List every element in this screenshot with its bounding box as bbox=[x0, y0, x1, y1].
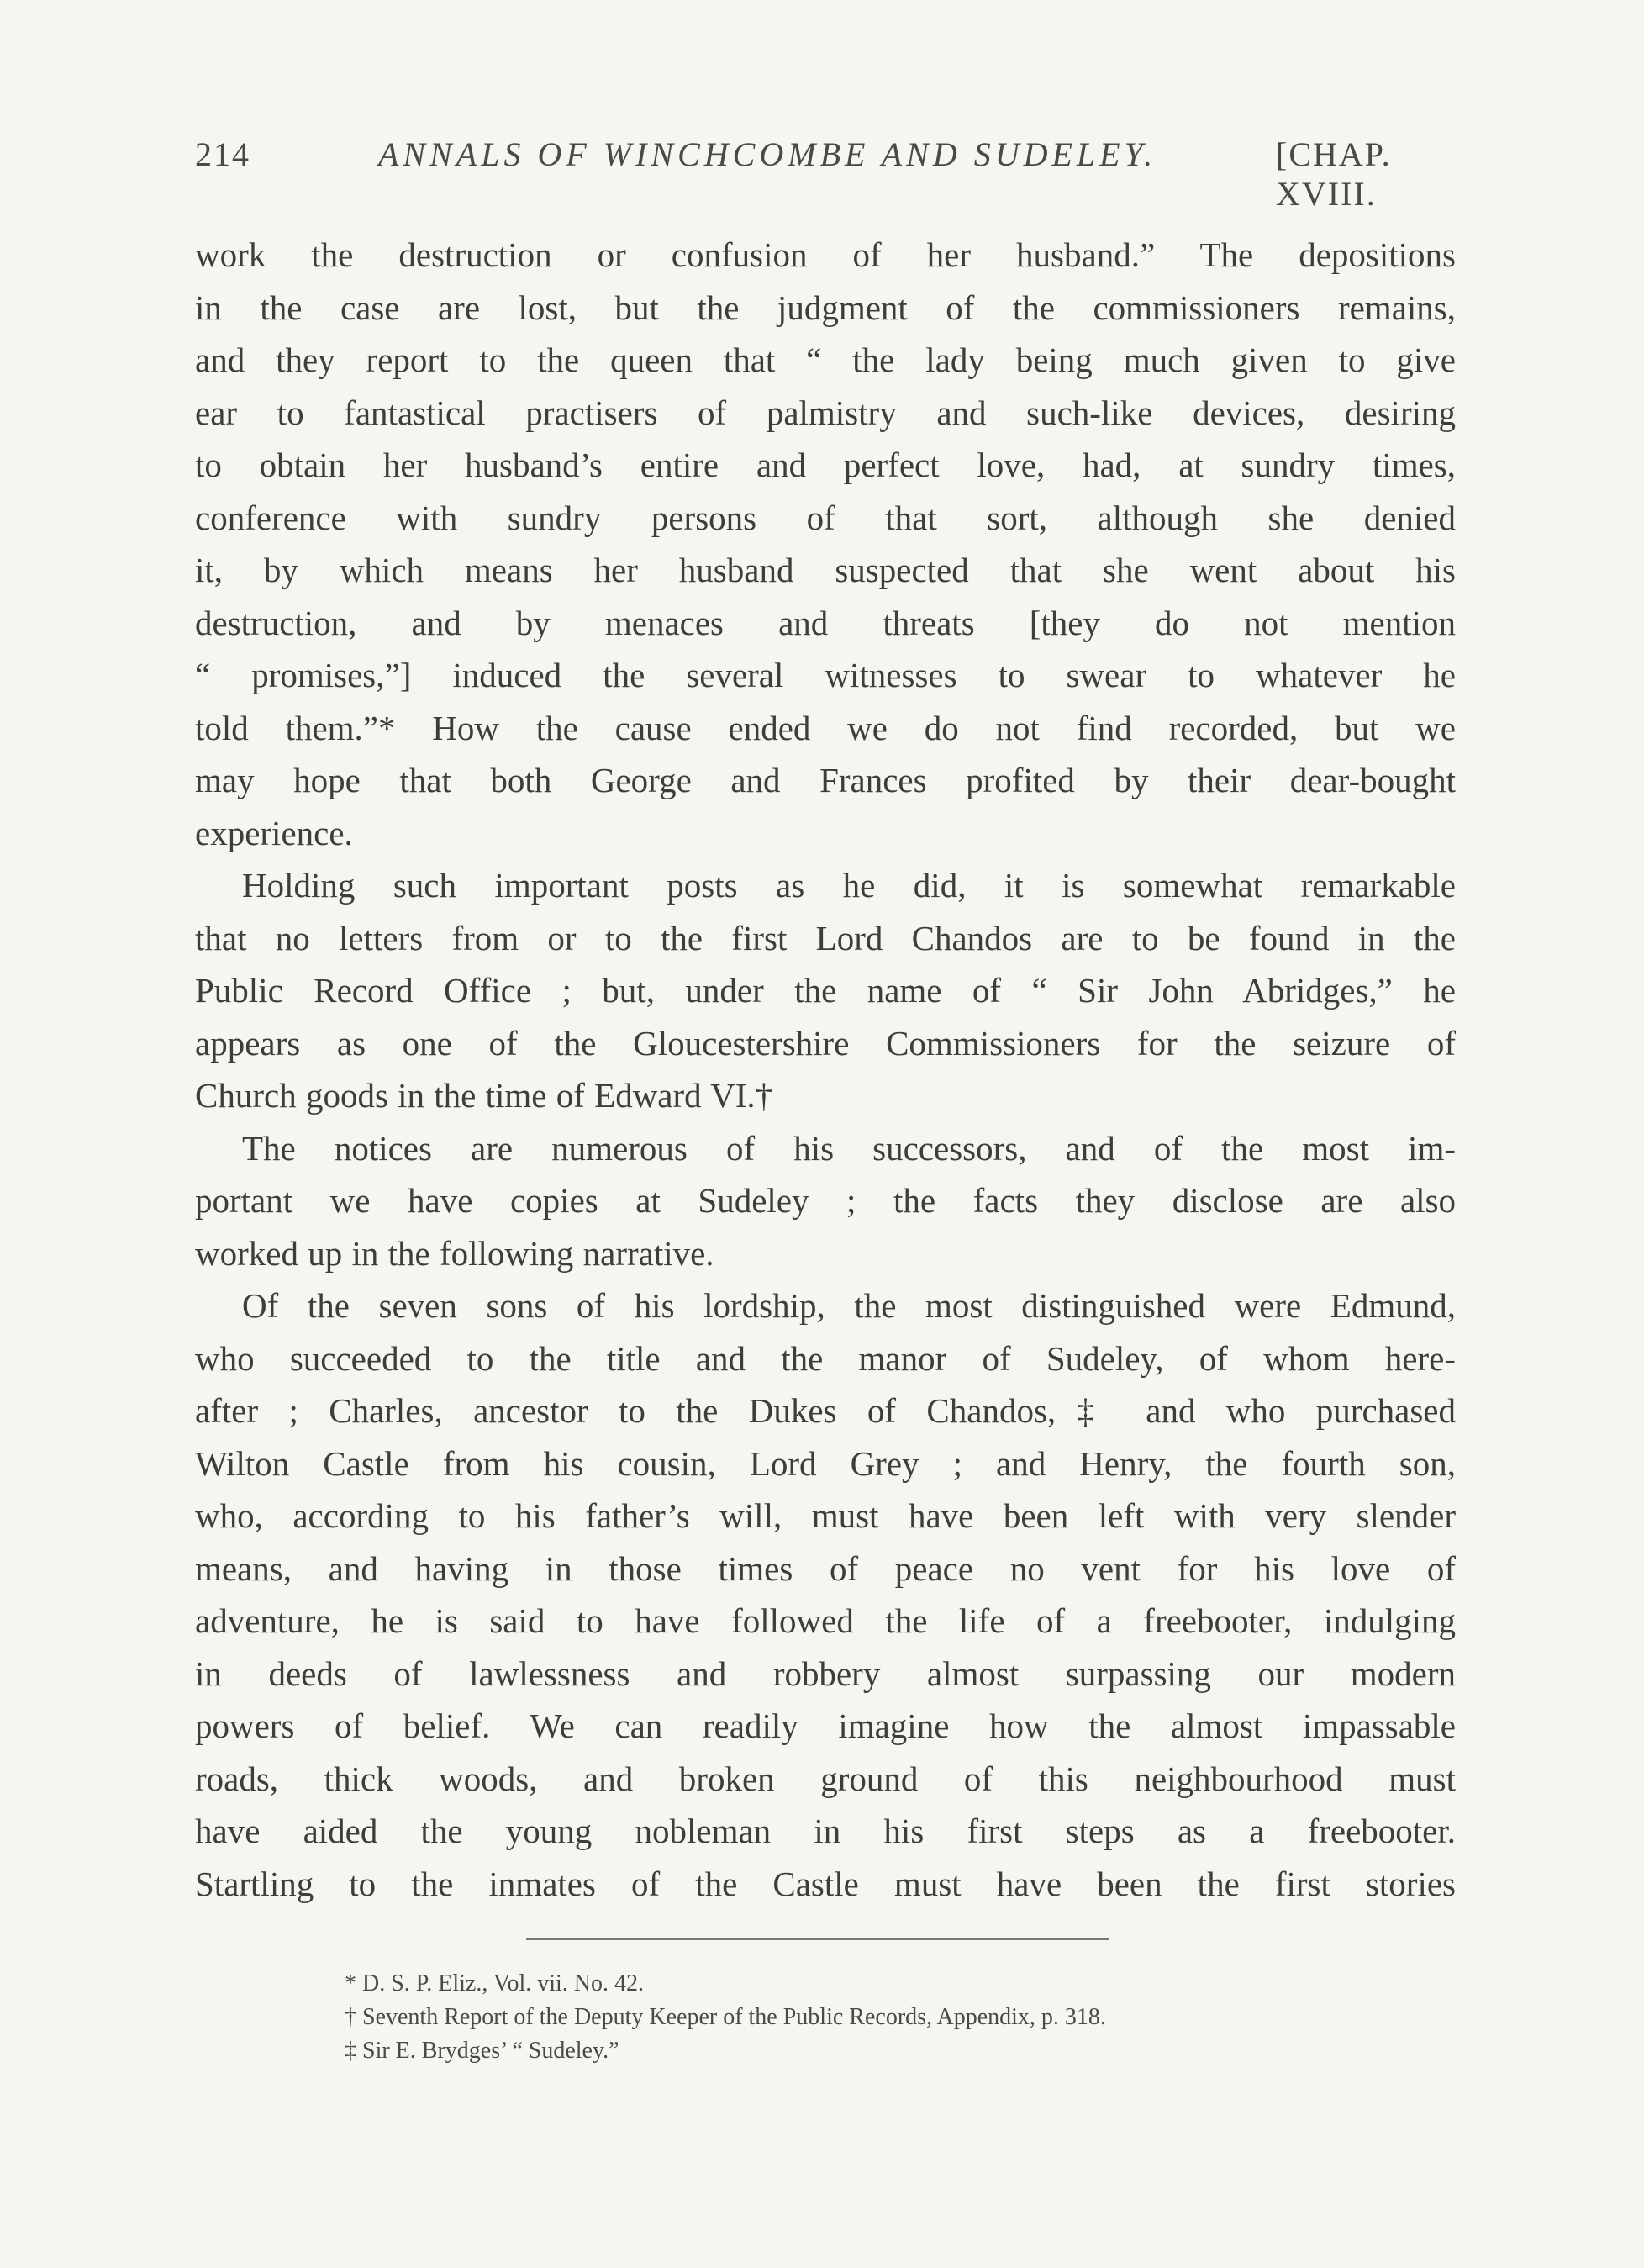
text-line: experience. bbox=[195, 813, 353, 852]
paragraph-first-line: Of the seven sons of his lordship, the most distinguished were Edmund, bbox=[242, 1286, 1456, 1325]
text-line: powers of belief. We can readily imagine how the almost impassable bbox=[195, 1706, 1456, 1745]
text-line: to obtain her husband’s entire and perfect love, had, at sundry times, bbox=[195, 446, 1456, 484]
footnote: † Seventh Report of the Deputy Keeper of the Public Records, Appendix, p. 318. bbox=[345, 2004, 1106, 2030]
text-line: have aided the young nobleman in his first steps as a freebooter. bbox=[195, 1812, 1456, 1850]
text-line: and they report to the queen that “ the lady being much given to give bbox=[195, 340, 1456, 379]
text-line: in deeds of lawlessness and robbery almost surpassing our modern bbox=[195, 1654, 1456, 1693]
text-line: told them.”* How the cause ended we do not find recorded, but we bbox=[195, 708, 1456, 747]
text-line: who succeeded to the title and the manor of Sudeley, of whom here- bbox=[195, 1338, 1456, 1378]
text-line: roads, thick woods, and broken ground of this neighbourhood must bbox=[195, 1759, 1456, 1798]
text-line: worked up in the following narrative. bbox=[195, 1233, 714, 1273]
text-line: work the destruction or confusion of her husband.” The depositions bbox=[195, 235, 1456, 274]
footnote: ‡ Sir E. Brydges’ “ Sudeley.” bbox=[345, 2038, 619, 2064]
text-line: after ; Charles, ancestor to the Dukes of Chandos,‡ and who purchased bbox=[195, 1391, 1456, 1430]
running-header bbox=[195, 134, 1456, 213]
paragraph-first-line: The notices are numerous of his successors, and of the most im- bbox=[242, 1128, 1456, 1168]
text-line: who, according to his father’s will, must have been left with very slender bbox=[195, 1496, 1456, 1535]
text-line: Wilton Castle from his cousin, Lord Grey ; and Henry, the fourth son, bbox=[195, 1443, 1456, 1483]
body-text bbox=[195, 229, 1456, 1910]
text-line: in the case are lost, but the judgment of the commissioners remains, bbox=[195, 287, 1456, 327]
footnote-divider bbox=[526, 1938, 1109, 1940]
text-line: conference with sundry persons of that sort, although she denied bbox=[195, 498, 1456, 537]
chapter-reference: [CHAP. XVIII. bbox=[1276, 135, 1392, 213]
footnotes bbox=[345, 1967, 1353, 2068]
footnote: * D. S. P. Eliz., Vol. vii. No. 42. bbox=[345, 1970, 645, 1996]
text-line: Public Record Office ; but, under the name of “ Sir John Abridges,” he bbox=[195, 971, 1456, 1010]
text-line: appears as one of the Gloucestershire Commissioners for the seizure of bbox=[195, 1023, 1456, 1063]
text-line: may hope that both George and Frances profited by their dear-bought bbox=[195, 761, 1456, 799]
running-title: ANNALS OF WINCHCOMBE AND SUDELEY. bbox=[378, 135, 1157, 173]
text-line: that no letters from or to the first Lord Chandos are to be found in the bbox=[195, 918, 1456, 957]
text-line: Church goods in the time of Edward VI.† bbox=[195, 1076, 773, 1115]
text-line: “ promises,”] induced the several witnesses to swear to whatever he bbox=[195, 656, 1456, 694]
text-line: destruction, and by menaces and threats [they do not mention bbox=[195, 603, 1456, 642]
text-line: ear to fantastical practisers of palmistry and such-like devices, desiring bbox=[195, 393, 1456, 432]
text-line: means, and having in those times of peace no vent for his love of bbox=[195, 1548, 1456, 1588]
text-line: it, by which means her husband suspected that she went about his bbox=[195, 551, 1456, 589]
page-number: 214 bbox=[195, 135, 250, 173]
text-line: adventure, he is said to have followed the life of a freebooter, indulging bbox=[195, 1601, 1456, 1640]
text-line: portant we have copies at Sudeley ; the facts they disclose are also bbox=[195, 1181, 1456, 1220]
paragraph-first-line: Holding such important posts as he did, it is somewhat remarkable bbox=[242, 866, 1456, 905]
text-line: Startling to the inmates of the Castle must have been the first stories bbox=[195, 1864, 1456, 1903]
